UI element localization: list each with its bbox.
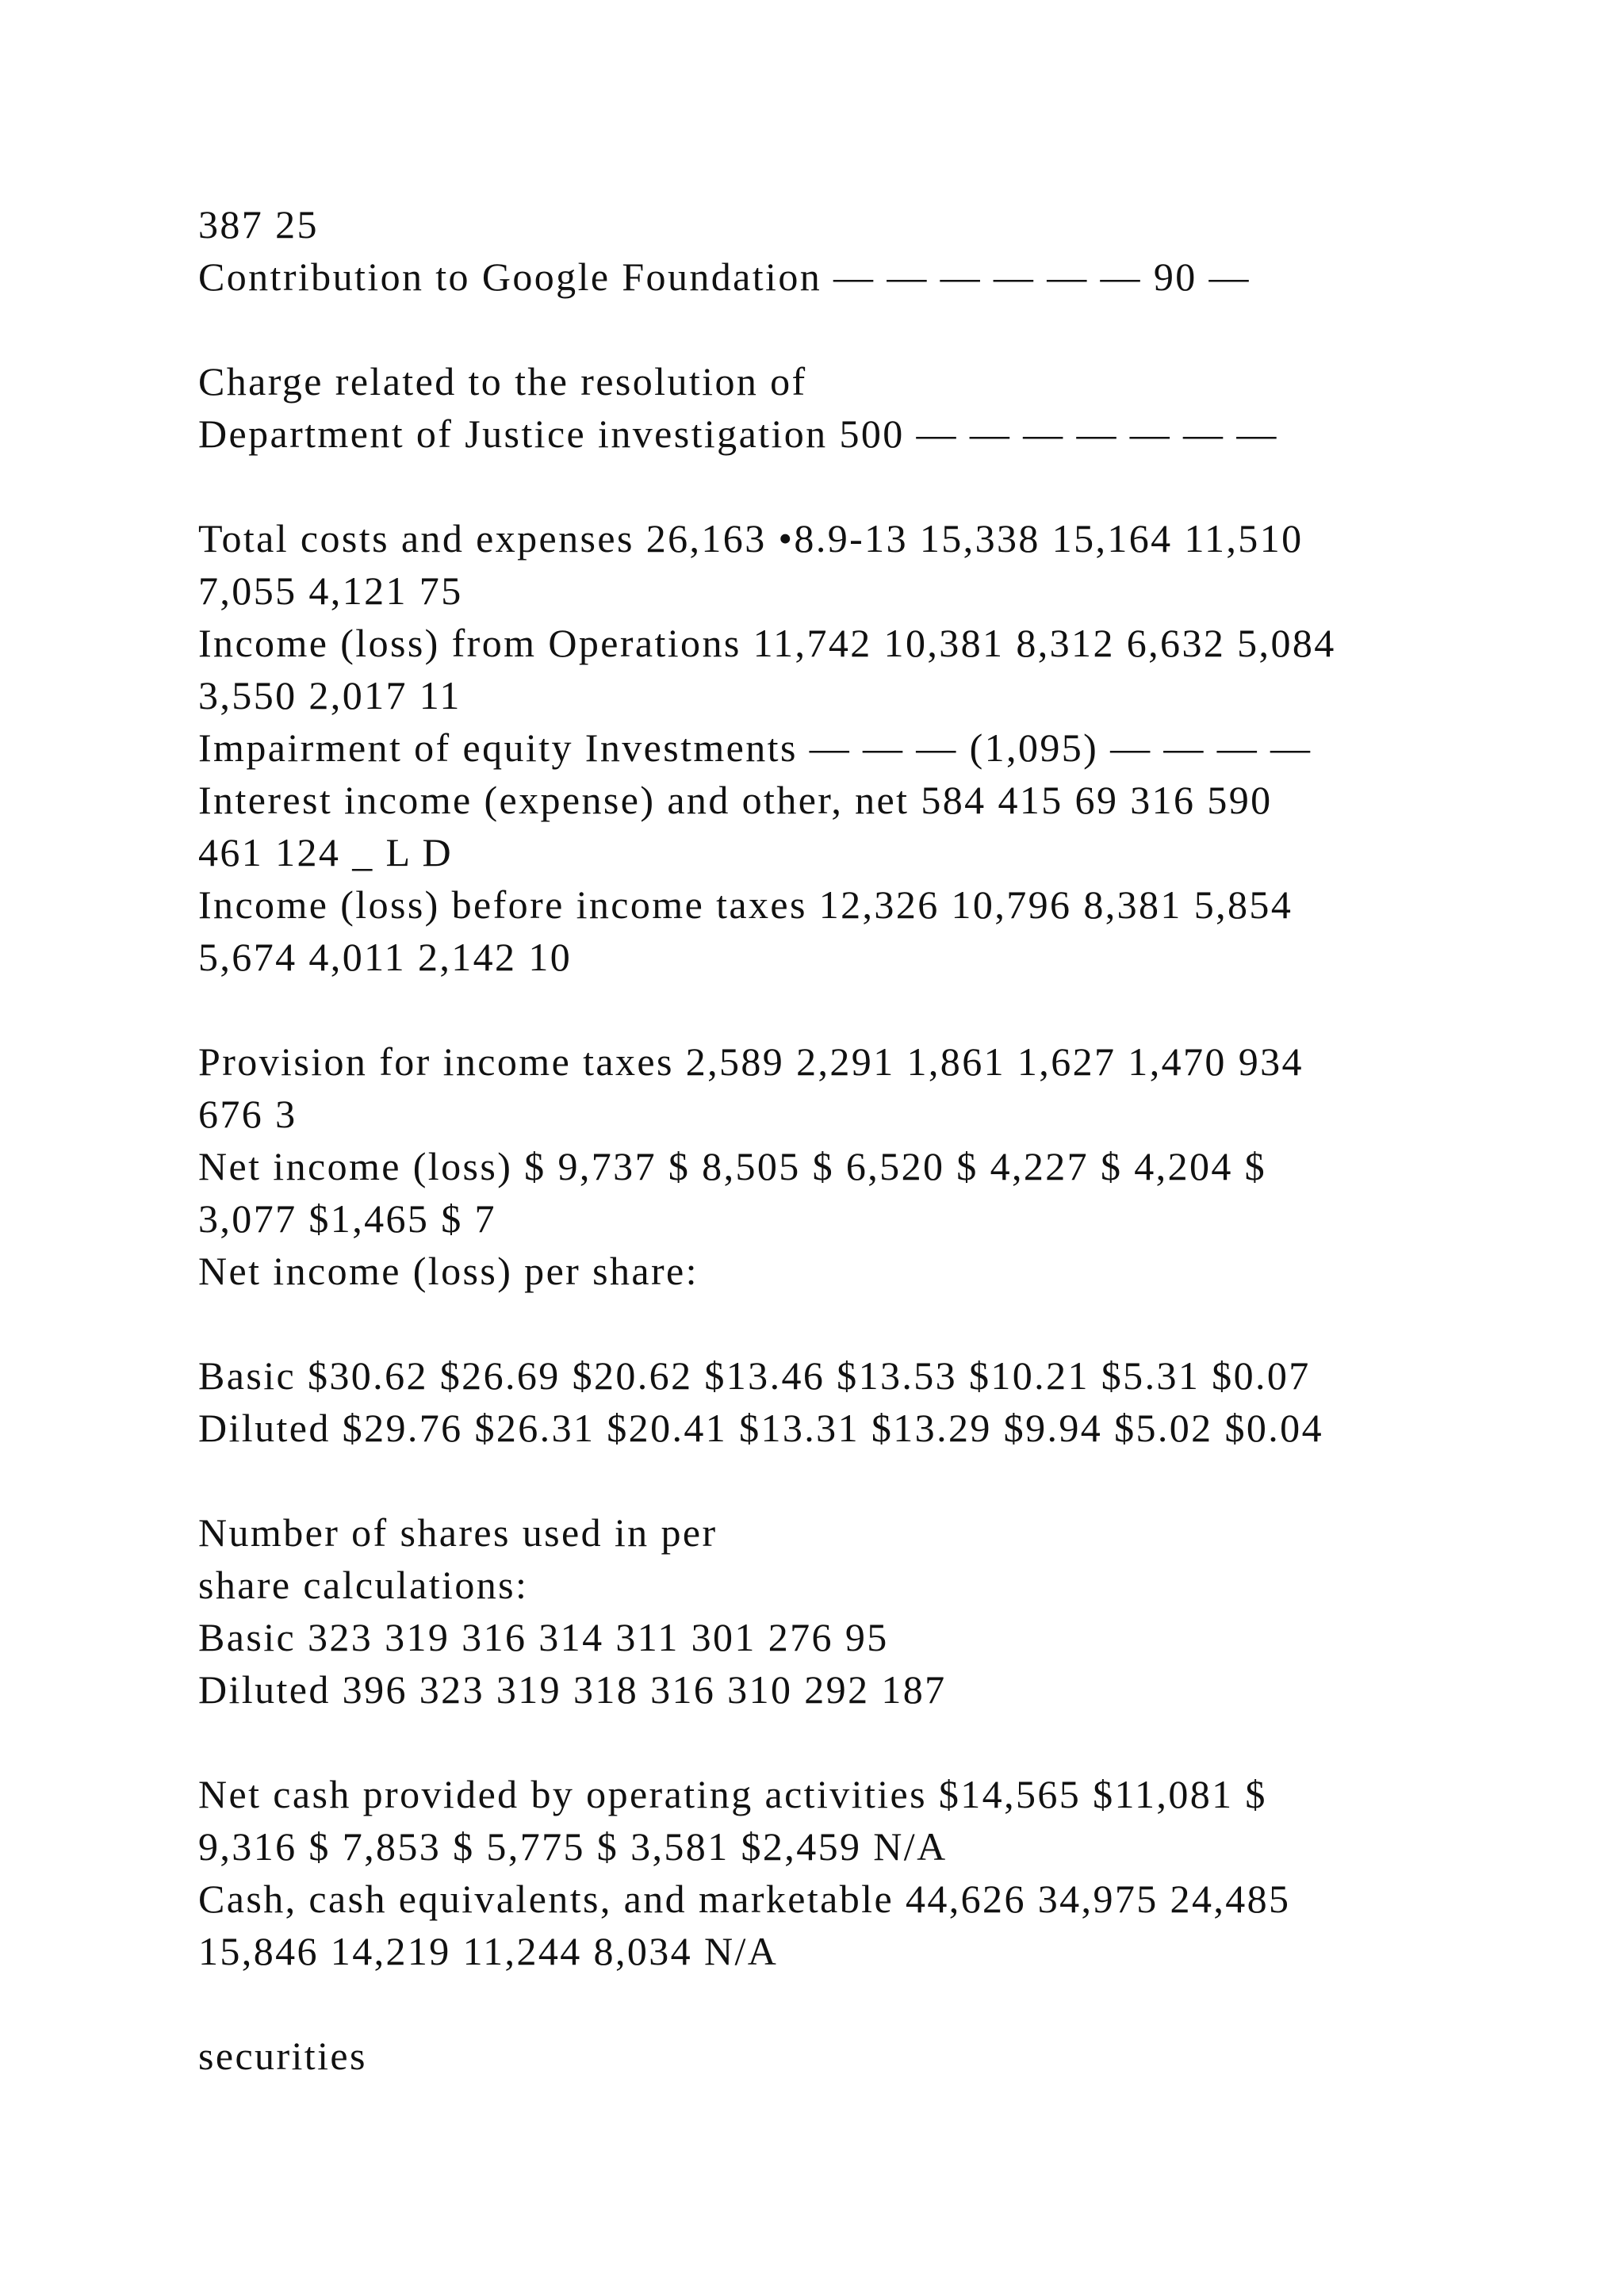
blank-line	[198, 303, 1507, 355]
text-line: Income (loss) before income taxes 12,326 10,796 8,381 5,854	[198, 882, 1293, 927]
text-line: 15,846 14,219 11,244 8,034 N/A	[198, 1929, 779, 1973]
blank-line	[198, 1454, 1507, 1506]
blank-line	[198, 983, 1507, 1035]
text-line: securities	[198, 2034, 367, 2078]
text-line: 461 124 _ L D	[198, 830, 453, 874]
text-line: Cash, cash equivalents, and marketable 44,626 34,975 24,485	[198, 1877, 1291, 1921]
text-line: Total costs and expenses 26,163 •8.9-13 15,338 15,164 11,510	[198, 516, 1304, 561]
text-line: Provision for income taxes 2,589 2,291 1,861 1,627 1,470 934	[198, 1039, 1304, 1084]
text-line: 387 25	[198, 202, 319, 247]
text-line: Diluted 396 323 319 318 316 310 292 187	[198, 1667, 947, 1712]
text-line: Contribution to Google Foundation — — — — — — 90 —	[198, 254, 1251, 299]
text-line: Interest income (expense) and other, net 584 415 69 316 590	[198, 778, 1273, 822]
text-line: 676 3	[198, 1092, 297, 1136]
text-line: 7,055 4,121 75	[198, 568, 463, 613]
blank-line	[198, 1716, 1507, 1768]
text-line: 5,674 4,011 2,142 10	[198, 935, 573, 979]
text-line: Number of shares used in per	[198, 1510, 718, 1555]
blank-line	[198, 1977, 1507, 2030]
financial-text-block	[198, 198, 1507, 2082]
blank-line	[198, 460, 1507, 512]
text-line: Basic 323 319 316 314 311 301 276 95	[198, 1615, 889, 1659]
blank-line	[198, 1297, 1507, 1349]
text-line: Charge related to the resolution of	[198, 359, 807, 404]
text-line: Basic $30.62 $26.69 $20.62 $13.46 $13.53 $10.21 $5.31 $0.07	[198, 1353, 1311, 1398]
text-line: Net income (loss) $ 9,737 $ 8,505 $ 6,520 $ 4,227 $ 4,204 $	[198, 1144, 1267, 1188]
text-line: Net cash provided by operating activities $14,565 $11,081 $	[198, 1772, 1267, 1816]
text-line: 3,077 $1,465 $ 7	[198, 1196, 496, 1241]
text-line: Income (loss) from Operations 11,742 10,381 8,312 6,632 5,084	[198, 621, 1336, 665]
text-line: Net income (loss) per share:	[198, 1249, 699, 1293]
text-line: 3,550 2,017 11	[198, 673, 462, 718]
text-line: Impairment of equity Investments — — — (1,095) — — — —	[198, 725, 1312, 770]
text-line: Diluted $29.76 $26.31 $20.41 $13.31 $13.29 $9.94 $5.02 $0.04	[198, 1406, 1323, 1450]
text-line: 9,316 $ 7,853 $ 5,775 $ 3,581 $2,459 N/A	[198, 1824, 948, 1869]
text-line: Department of Justice investigation 500 — — — — — — —	[198, 411, 1278, 456]
text-line: share calculations:	[198, 1563, 529, 1607]
